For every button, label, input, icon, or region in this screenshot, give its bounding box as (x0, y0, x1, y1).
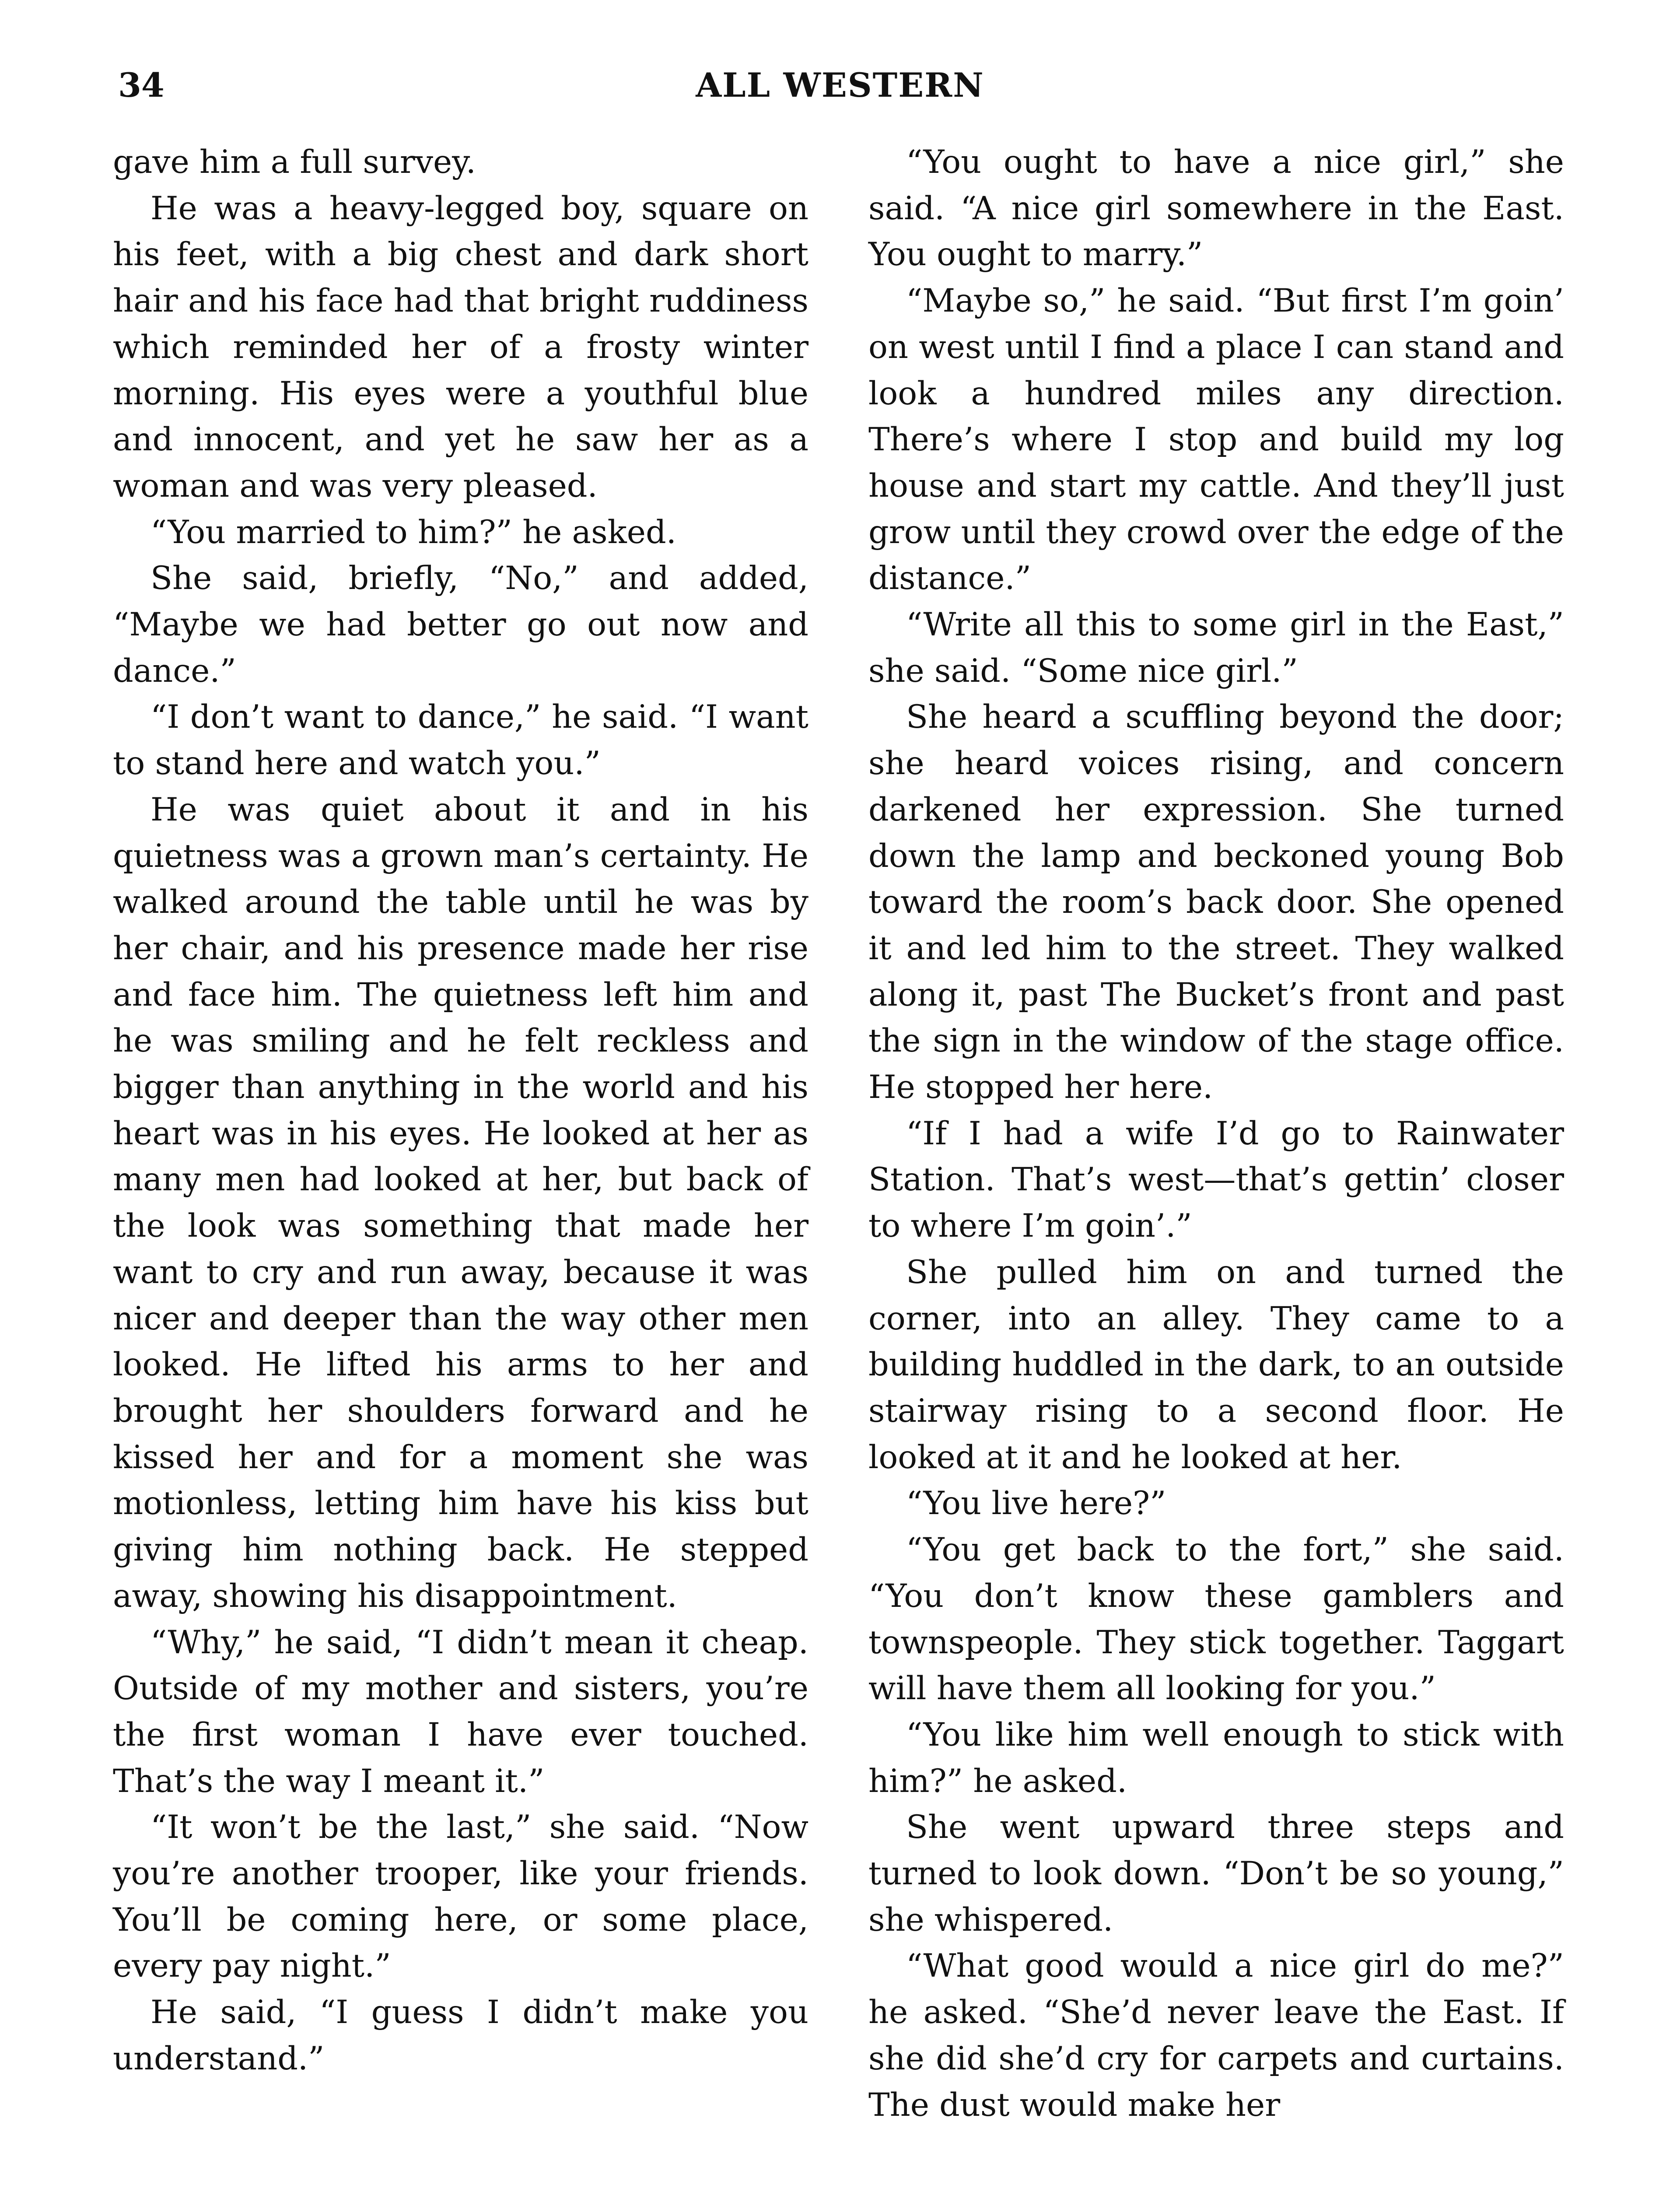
page-number: 34 (118, 66, 164, 105)
page-header (0, 66, 1680, 118)
paragraph: He said, “I guess I didn’t make you understand.” (113, 1994, 808, 2077)
paragraph: “I don’t want to dance,” he said. “I want to stand here and watch you.” (113, 698, 808, 782)
paragraph: She went upward three steps and turned to look down. “Don’t be so young,” she whispered. (868, 1809, 1564, 1939)
paragraph: “Maybe so,” he said. “But first I’m goin’ on west until I find a place I can stand and look a hundred miles any direction. There’s where I stop and build my log house and start my cattle. And they’ll just grow until they crowd over the edge of the distance.” (868, 282, 1564, 597)
paragraph: “You like him well enough to stick with him?” he asked. (868, 1716, 1564, 1800)
paragraph: “You married to him?” he asked. (150, 513, 676, 551)
paragraph: “You ought to have a nice girl,” she said. “A nice girl somewhere in the East. You ought to marry.” (868, 144, 1564, 274)
paragraph: He was quiet about it and in his quietness was a grown man’s certainty. He walked around the table until he was by her chair, and his presence made her rise and face him. The quietness left him and he was smiling and he felt reckless and bigger than anything in the world and his heart was in his eyes. He looked at her as many men had looked at her, but back of the look was something that made her want to cry and run away, because it was nicer and deeper than the way other men looked. He lifted his arms to her and brought her shoulders forward and he kissed her and for a moment she was motionless, letting him have his kiss but giving him nothing back. He stepped away, showing his disappointment. (113, 791, 808, 1615)
text-column-right (868, 139, 1564, 2128)
text-column-left (113, 139, 808, 2082)
paragraph: “Write all this to some girl in the East,” she said. “Some nice girl.” (868, 606, 1564, 690)
paragraph: She pulled him on and turned the corner, into an alley. They came to a building huddled in the dark, to an outside stairway rising to a second floor. He looked at it and he looked at her. (868, 1253, 1564, 1476)
paragraph: “You get back to the fort,” she said. “You don’t know these gamblers and townspeople. They stick together. Taggart will have them all looking for you.” (868, 1531, 1564, 1708)
running-head: ALL WESTERN (696, 66, 984, 105)
paragraph: “If I had a wife I’d go to Rainwater Station. That’s west—that’s gettin’ closer to where I’m goin’.” (868, 1115, 1564, 1245)
paragraph: “What good would a nice girl do me?” he asked. “She’d never leave the East. If she did she’d cry for carpets and curtains. The dust would make her (868, 1947, 1564, 2124)
paragraph: She heard a scuffling beyond the door; she heard voices rising, and concern darkened her expression. She turned down the lamp and beckoned young Bob toward the room’s back door. She opened it and led him to the street. They walked along it, past The Bucket’s front and past the sign in the window of the stage office. He stopped her here. (868, 698, 1564, 1106)
paragraph: She said, briefly, “No,” and added, “Maybe we had better go out now and dance.” (113, 560, 808, 690)
paragraph: He was a heavy-legged boy, square on his feet, with a big chest and dark short hair and his face had that bright ruddiness which reminded her of a frosty winter morning. His eyes were a youthful blue and innocent, and yet he saw her as a woman and was very pleased. (113, 189, 808, 505)
paragraph: “Why,” he said, “I didn’t mean it cheap. Outside of my mother and sisters, you’re the first woman I have ever touched. That’s the way I meant it.” (113, 1623, 808, 1800)
paragraph: “You live here?” (906, 1485, 1166, 1522)
paragraph: gave him a full survey. (113, 144, 476, 181)
paragraph: “It won’t be the last,” she said. “Now you’re another trooper, like your friends. You’ll be coming here, or some place, every pay night.” (113, 1809, 808, 1985)
